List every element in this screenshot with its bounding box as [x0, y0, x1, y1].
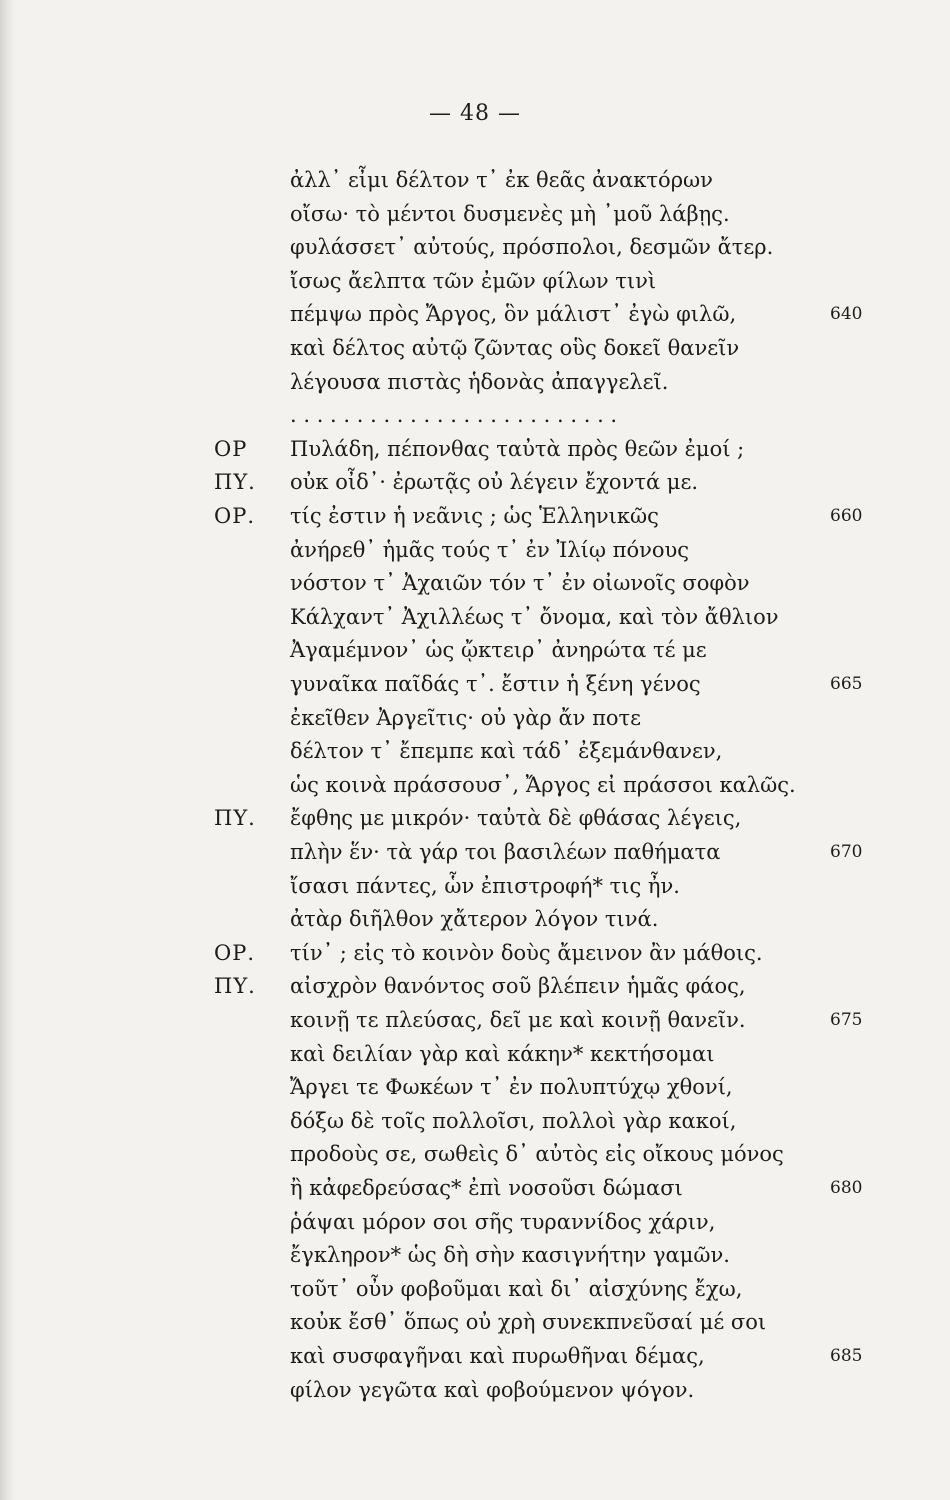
- verse-line: [0, 638, 950, 672]
- verse-line: [0, 1344, 950, 1378]
- verse-text-line: καὶ δέλτος αὐτῷ ζῶντας οὓς δοκεῖ θανεῖν: [290, 336, 740, 360]
- verse-text-line: ἴσως ἄελπτα τῶν ἐμῶν φίλων τινὶ: [290, 268, 657, 293]
- verse-line: [0, 1210, 950, 1244]
- verse-text-line: . . . . . . . . . . . . . . . . . . . . . . . . .: [290, 403, 618, 428]
- verse-line: [0, 235, 950, 269]
- verse-text-line: Πυλάδη, πέπονθας ταὐτὰ πρὸς θεῶν ἐμοί ;: [290, 436, 745, 461]
- speaker-label: ΠΥ.: [214, 470, 256, 495]
- verse-line: [0, 269, 950, 303]
- verse-line: [0, 1378, 950, 1412]
- verse-text-line: αἰσχρὸν θανόντος σοῦ βλέπειν ἡμᾶς φάος,: [290, 974, 746, 999]
- verse-line: [0, 605, 950, 639]
- verse-text-line: τίς ἐστιν ἡ νεᾶνις ; ὡς Ἑλληνικῶς: [290, 504, 659, 528]
- verse-text-line: τοῦτ᾽ οὖν φοβοῦμαι καὶ δι᾽ αἰσχύνης ἔχω,: [290, 1276, 743, 1301]
- verse-text-line: ἢ κἀφεδρεύσας* ἐπὶ νοσοῦσι δώμασι: [290, 1176, 683, 1200]
- verse-line: [0, 1075, 950, 1109]
- verse-text-line: ἴσασι πάντες, ὧν ἐπιστροφή* τις ἦν.: [290, 873, 680, 898]
- verse-text-line: ἀνήρεθ᾽ ἡμᾶς τούς τ᾽ ἐν Ἰλίῳ πόνους: [290, 537, 690, 562]
- verse-line: [0, 840, 950, 874]
- verse-line: [0, 202, 950, 236]
- verse-line: [0, 1310, 950, 1344]
- line-number: 665: [830, 674, 863, 694]
- verse-line: [0, 1176, 950, 1210]
- speaker-label: ΠΥ.: [214, 974, 256, 999]
- verse-line: [0, 403, 950, 437]
- verse-line: [0, 336, 950, 370]
- verse-text-line: Ἄργει τε Φωκέων τ᾽ ἐν πολυπτύχῳ χθονί,: [290, 1075, 733, 1100]
- verse-line: [0, 470, 950, 504]
- line-number: 660: [830, 506, 863, 526]
- line-number: 680: [830, 1178, 863, 1198]
- verse-line: [0, 672, 950, 706]
- speaker-label: ΠΥ.: [214, 806, 256, 831]
- verse-text-line: κοὐκ ἔσθ᾽ ὅπως οὐ χρὴ συνεκπνεῦσαί μέ σοι: [290, 1310, 767, 1335]
- speaker-label: ΟΡ.: [214, 504, 256, 528]
- line-number: 670: [830, 842, 863, 862]
- verse-text-line: προδοὺς σε, σωθεὶς δ᾽ αὐτὸς εἰς οἴκους μόνος: [290, 1142, 784, 1167]
- verse-line: [0, 806, 950, 840]
- line-number: 685: [830, 1346, 863, 1366]
- verse-text-line: ῥάψαι μόρον σοι σῆς τυραννίδος χάριν,: [290, 1209, 716, 1234]
- verse-line: [0, 1277, 950, 1311]
- verse-text-line: καὶ συσφαγῆναι καὶ πυρωθῆναι δέμας,: [290, 1344, 705, 1368]
- verse-text-line: ὡς κοινὰ πράσσουσ᾽, Ἄργος εἰ πράσσοι καλῶς.: [290, 772, 796, 797]
- verse-line: [0, 706, 950, 740]
- verse-line: [0, 538, 950, 572]
- verse-line: [0, 1042, 950, 1076]
- verse-text-line: νόστον τ᾽ Ἀχαιῶν τόν τ᾽ ἐν οἰωνοῖς σοφὸν: [290, 571, 750, 596]
- verse-line: [0, 370, 950, 404]
- verse-line: [0, 739, 950, 773]
- verse-text-line: δέλτον τ᾽ ἔπεμπε καὶ τάδ᾽ ἐξεμάνθανεν,: [290, 739, 723, 764]
- verse-text-line: Κάλχαντ᾽ Ἀχιλλέως τ᾽ ὄνομα, καὶ τὸν ἄθλιον: [290, 604, 779, 629]
- verse-text-line: πλὴν ἕν· τὰ γάρ τοι βασιλέων παθήματα: [290, 840, 721, 864]
- line-number: 640: [830, 304, 863, 325]
- verse-line: [0, 1142, 950, 1176]
- verse-line: [0, 1243, 950, 1277]
- verse-text-line: οὐκ οἶδ᾽· ἐρωτᾷς οὐ λέγειν ἔχοντά με.: [290, 470, 699, 495]
- verse-line: [0, 571, 950, 605]
- verse-line: [0, 773, 950, 807]
- verse-line: [0, 437, 950, 471]
- verse-line: [0, 941, 950, 975]
- verse-text-line: δόξω δὲ τοῖς πολλοῖσι, πολλοὶ γὰρ κακοί,: [290, 1108, 737, 1133]
- verse-line: [0, 1008, 950, 1042]
- verse-line: [0, 302, 950, 336]
- verse-text-line: ἐκεῖθεν Ἀργεῖτις· οὐ γὰρ ἄν ποτε: [290, 705, 642, 730]
- verse-text-line: ἀλλ᾽ εἶμι δέλτον τ᾽ ἐκ θεᾶς ἀνακτόρων: [290, 168, 713, 192]
- verse-line: [0, 1109, 950, 1143]
- verse-line: [0, 974, 950, 1008]
- verse-text-line: πέμψω πρὸς Ἄργος, ὃν μάλιστ᾽ ἐγὼ φιλῶ,: [290, 302, 737, 327]
- verse-text-line: γυναῖκα παῖδάς τ᾽. ἔστιν ἡ ξένη γένος: [290, 672, 701, 696]
- verse-text-line: ἀτὰρ διῆλθον χἄτερον λόγον τινά.: [290, 907, 659, 932]
- verse-text-line: φυλάσσετ᾽ αὐτούς, πρόσπολοι, δεσμῶν ἄτερ.: [290, 235, 774, 260]
- verse-text-line: καὶ δειλίαν γὰρ καὶ κάκην* κεκτήσομαι: [290, 1041, 715, 1066]
- speaker-label: ΟΡ.: [214, 940, 256, 965]
- verse-line: [0, 907, 950, 941]
- verse-text-line: φίλον γεγῶτα καὶ φοβούμενον ψόγον.: [290, 1377, 695, 1402]
- verse-line: [0, 874, 950, 908]
- verse-text-line: Ἀγαμέμνον᾽ ὡς ᾤκτειρ᾽ ἀνηρώτα τέ με: [290, 638, 707, 663]
- verse-text-line: ἔγκληρον* ὡς δὴ σὴν κασιγνήτην γαμῶν.: [290, 1243, 730, 1268]
- verse-text-line: κοινῇ τε πλεύσας, δεῖ με καὶ κοινῇ θανεῖν.: [290, 1008, 746, 1032]
- line-number: 675: [830, 1010, 863, 1030]
- verse-line: [0, 168, 950, 202]
- page-number: — 48 —: [429, 101, 521, 126]
- verse-text-line: ἔφθης με μικρόν· ταὐτὰ δὲ φθάσας λέγεις,: [290, 806, 742, 831]
- verse-text-line: οἴσω· τὸ μέντοι δυσμενὲς μὴ ᾽μοῦ λάβῃς.: [290, 201, 730, 226]
- verse-text-line: λέγουσα πιστὰς ἡδονὰς ἀπαγγελεῖ.: [290, 369, 669, 394]
- speaker-label: ΟΡ: [214, 436, 248, 461]
- verse-line: [0, 504, 950, 538]
- verse-text-line: τίν᾽ ; εἰς τὸ κοινὸν δοὺς ἄμεινον ἂν μάθοις.: [290, 940, 763, 965]
